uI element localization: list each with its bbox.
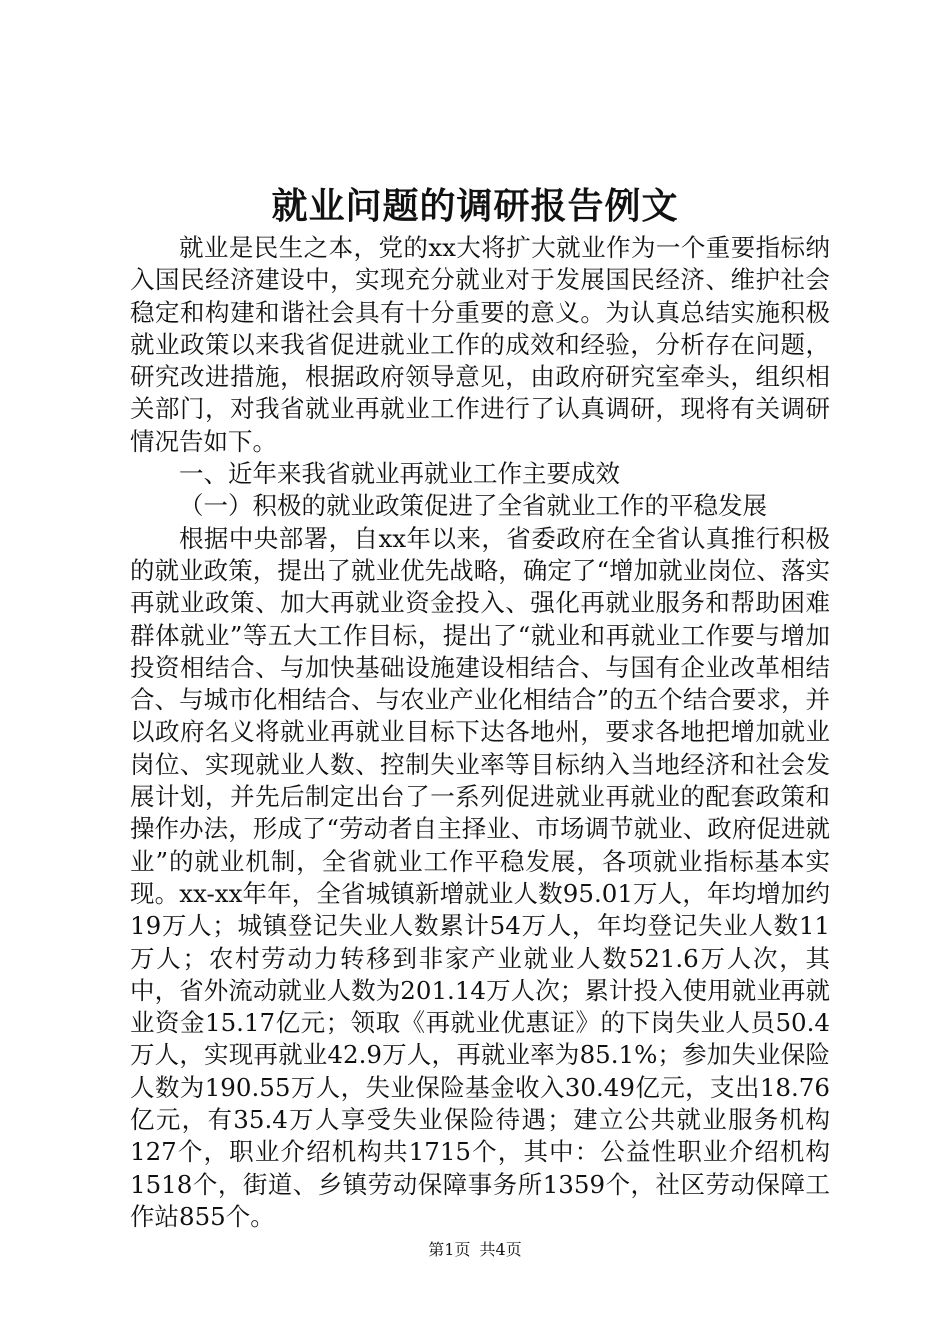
document-body	[130, 232, 830, 1233]
page-footer: 第1页 共4页	[428, 1240, 522, 1259]
document-title: 就业问题的调研报告例文	[271, 186, 679, 227]
intro-paragraph: 就业是民生之本，党的xx大将扩大就业作为一个重要指标纳入国民经济建设中，实现充分就业对于发展国民经济、维护社会稳定和构建和谐社会具有十分重要的意义。为认真总结实施积极就业政策以来我省促进就业工作的成效和经验，分析存在问题，研究改进措施，根据政府领导意见，由政府研究室牵头，组织相关部门，对我省就业再就业工作进行了认真调研，现将有关调研情况告如下。	[130, 233, 830, 456]
body-paragraph: 根据中央部署，自xx年以来，省委政府在全省认真推行积极的就业政策，提出了就业优先战略，确定了“增加就业岗位、落实再就业政策、加大再就业资金投入、强化再就业服务和帮助困难群体就业”等五大工作目标，提出了“就业和再就业工作要与增加投资相结合、与加快基础设施建设相结合、与国有企业改革相结合、与城市化相结合、与农业产业化相结合”的五个结合要求，并以政府名义将就业再就业目标下达各地州，要求各地把增加就业岗位、实现就业人数、控制失业率等目标纳入当地经济和社会发展计划，并先后制定出台了一系列促进就业再就业的配套政策和操作办法，形成了“劳动者自主择业、市场调节就业、政府促进就业”的就业机制，全省就业工作平稳发展，各项就业指标基本实现。xx-xx年年，全省城镇新增就业人数95.01万人，年均增加约19万人；城镇登记失业人数累计54万人，年均登记失业人数11万人；农村劳动力转移到非家产业就业人数521.6万人次，其中，省外流动就业人数为201.14万人次；累计投入使用就业再就业资金15.17亿元；领取《再就业优惠证》的下岗失业人员50.4万人，实现再就业42.9万人，再就业率为85.1%；参加失业保险人数为190.55万人，失业保险基金收入30.49亿元，支出18.76亿元，有35.4万人享受失业保险待遇；建立公共就业服务机构127个，职业介绍机构共1715个，其中：公益性职业介绍机构1518个，街道、乡镇劳动保障事务所1359个，社区劳动保障工作站855个。	[130, 523, 830, 1231]
subsection-heading: （一）积极的就业政策促进了全省就业工作的平稳发展	[179, 491, 767, 521]
section-heading: 一、近年来我省就业再就业工作主要成效	[179, 459, 620, 489]
